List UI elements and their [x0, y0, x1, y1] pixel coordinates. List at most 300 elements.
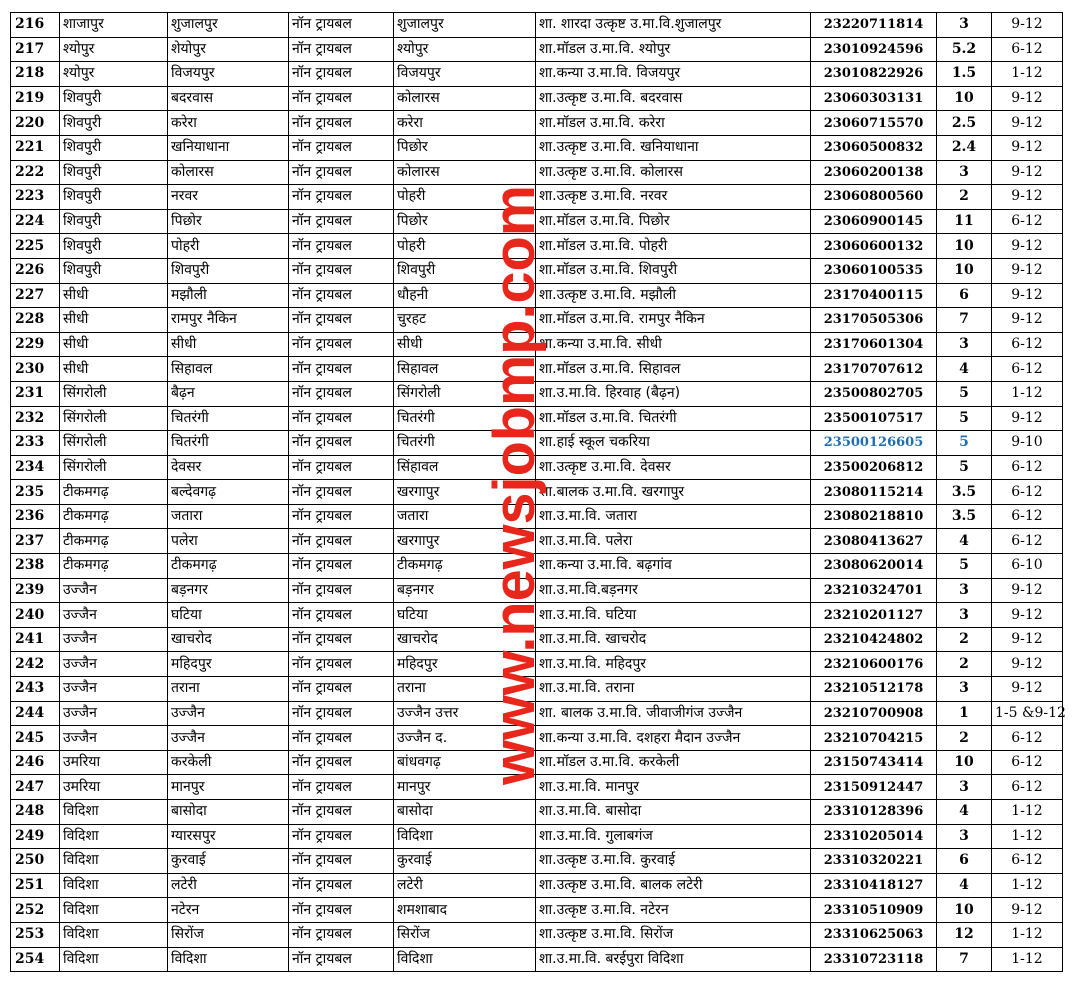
block-cell: खाचरोद [168, 627, 289, 652]
block-cell: उज्जैन [168, 726, 289, 751]
udise-code-cell: 23310205014 [811, 824, 937, 849]
table-row [11, 455, 1063, 480]
block-cell: चितरंगी [168, 431, 289, 456]
serial-number-cell: 240 [11, 603, 60, 628]
district-cell: उमरिया [60, 750, 168, 775]
block-cell: बासोदा [168, 800, 289, 825]
block-cell: मानपुर [168, 775, 289, 800]
udise-code-cell: 23060500832 [811, 135, 937, 160]
udise-code-cell: 23500802705 [811, 381, 937, 406]
count-cell: 3 [937, 332, 992, 357]
udise-code-cell: 23170400115 [811, 283, 937, 308]
serial-number-cell: 245 [11, 726, 60, 751]
district-cell: शिवपुरी [60, 185, 168, 210]
district-cell: उज्जैन [60, 603, 168, 628]
udise-code-cell: 23010924596 [811, 37, 937, 62]
udise-code-cell: 23060303131 [811, 86, 937, 111]
class-range-cell: 9-12 [992, 406, 1063, 431]
table-row [11, 726, 1063, 751]
school-name-cell: शा.कन्या उ.मा.वि. सीधी [536, 332, 811, 357]
serial-number-cell: 223 [11, 185, 60, 210]
serial-number-cell: 227 [11, 283, 60, 308]
udise-code-cell: 23210201127 [811, 603, 937, 628]
class-range-cell: 1-12 [992, 800, 1063, 825]
area-type-cell: नॉन ट्रायबल [289, 135, 394, 160]
assembly-cell: तराना [394, 677, 536, 702]
count-cell: 2.4 [937, 135, 992, 160]
udise-code-cell: 23210704215 [811, 726, 937, 751]
table-row [11, 873, 1063, 898]
assembly-cell: सीधी [394, 332, 536, 357]
block-cell: शिवपुरी [168, 258, 289, 283]
table-row [11, 135, 1063, 160]
district-cell: सिंगरोली [60, 381, 168, 406]
block-cell: खनियाधाना [168, 135, 289, 160]
school-name-cell: शा.उत्कृष्ट उ.मा.वि. देवसर [536, 455, 811, 480]
block-cell: ग्यारसपुर [168, 824, 289, 849]
district-cell: शिवपुरी [60, 209, 168, 234]
school-name-cell: शा.उत्कृष्ट उ.मा.वि. कुरवाई [536, 849, 811, 874]
count-cell: 10 [937, 86, 992, 111]
school-name-cell: शा.मॉडल उ.मा.वि. करेरा [536, 111, 811, 136]
area-type-cell: नॉन ट्रायबल [289, 308, 394, 333]
udise-code-cell: 23080413627 [811, 529, 937, 554]
class-range-cell: 9-12 [992, 111, 1063, 136]
district-cell: शिवपुरी [60, 258, 168, 283]
udise-code-cell: 23210424802 [811, 627, 937, 652]
table-row [11, 86, 1063, 111]
count-cell: 4 [937, 873, 992, 898]
block-cell: नरवर [168, 185, 289, 210]
table-row [11, 652, 1063, 677]
class-range-cell: 9-12 [992, 308, 1063, 333]
table-row [11, 554, 1063, 579]
block-cell: जतारा [168, 504, 289, 529]
count-cell: 5.2 [937, 37, 992, 62]
block-cell: बल्देवगढ़ [168, 480, 289, 505]
udise-code-cell: 23150912447 [811, 775, 937, 800]
area-type-cell: नॉन ट्रायबल [289, 775, 394, 800]
district-cell: श्योपुर [60, 37, 168, 62]
table-row [11, 111, 1063, 136]
block-cell: मझौली [168, 283, 289, 308]
class-range-cell: 6-12 [992, 480, 1063, 505]
count-cell: 3 [937, 578, 992, 603]
block-cell: बैढ़न [168, 381, 289, 406]
table-row [11, 800, 1063, 825]
district-cell: उज्जैन [60, 627, 168, 652]
udise-code-cell: 23010822926 [811, 62, 937, 87]
udise-code-cell: 23210324701 [811, 578, 937, 603]
district-cell: टीकमगढ़ [60, 529, 168, 554]
udise-code-cell: 23310510909 [811, 898, 937, 923]
block-cell: कोलारस [168, 160, 289, 185]
serial-number-cell: 237 [11, 529, 60, 554]
class-range-cell: 6-12 [992, 726, 1063, 751]
udise-code-cell: 23310418127 [811, 873, 937, 898]
table-row [11, 431, 1063, 456]
serial-number-cell: 238 [11, 554, 60, 579]
class-range-cell: 9-12 [992, 677, 1063, 702]
assembly-cell: बड़नगर [394, 578, 536, 603]
area-type-cell: नॉन ट्रायबल [289, 603, 394, 628]
table-row [11, 578, 1063, 603]
udise-code-cell: 23060200138 [811, 160, 937, 185]
district-cell: विदिशा [60, 849, 168, 874]
serial-number-cell: 225 [11, 234, 60, 259]
assembly-cell: चितरंगी [394, 431, 536, 456]
district-cell: टीकमगढ़ [60, 554, 168, 579]
serial-number-cell: 246 [11, 750, 60, 775]
school-name-cell: शा.मॉडल उ.मा.वि. करकेली [536, 750, 811, 775]
table-row [11, 504, 1063, 529]
area-type-cell: नॉन ट्रायबल [289, 431, 394, 456]
school-name-cell: शा.उ.मा.वि. हिरवाह (बैढ़न) [536, 381, 811, 406]
block-cell: बदरवास [168, 86, 289, 111]
area-type-cell: नॉन ट्रायबल [289, 283, 394, 308]
school-name-cell: शा.उत्कृष्ट उ.मा.वि. बदरवास [536, 86, 811, 111]
udise-code-cell: 23500206812 [811, 455, 937, 480]
serial-number-cell: 219 [11, 86, 60, 111]
assembly-cell: सिंगरोली [394, 381, 536, 406]
table-row [11, 13, 1063, 38]
area-type-cell: नॉन ट्रायबल [289, 652, 394, 677]
table-row [11, 947, 1063, 972]
assembly-cell: उज्जैन द. [394, 726, 536, 751]
area-type-cell: नॉन ट्रायबल [289, 381, 394, 406]
class-range-cell: 6-12 [992, 455, 1063, 480]
udise-code-cell: 23500107517 [811, 406, 937, 431]
area-type-cell: नॉन ट्रायबल [289, 209, 394, 234]
assembly-cell: चितरंगी [394, 406, 536, 431]
block-cell: विजयपुर [168, 62, 289, 87]
school-name-cell: शा.कन्या उ.मा.वि. दशहरा मैदान उज्जैन [536, 726, 811, 751]
count-cell: 5 [937, 406, 992, 431]
class-range-cell: 6-12 [992, 775, 1063, 800]
count-cell: 2 [937, 185, 992, 210]
table-row [11, 898, 1063, 923]
area-type-cell: नॉन ट्रायबल [289, 480, 394, 505]
school-name-cell: शा.उ.मा.वि. घटिया [536, 603, 811, 628]
area-type-cell: नॉन ट्रायबल [289, 627, 394, 652]
area-type-cell: नॉन ट्रायबल [289, 234, 394, 259]
block-cell: सीधी [168, 332, 289, 357]
school-name-cell: शा.उ.मा.वि. महिदपुर [536, 652, 811, 677]
udise-code-cell: 23310723118 [811, 947, 937, 972]
district-cell: उज्जैन [60, 677, 168, 702]
district-cell: टीकमगढ़ [60, 504, 168, 529]
area-type-cell: नॉन ट्रायबल [289, 701, 394, 726]
table-row [11, 37, 1063, 62]
school-name-cell: शा.मॉडल उ.मा.वि. पिछोर [536, 209, 811, 234]
count-cell: 5 [937, 431, 992, 456]
district-cell: सीधी [60, 332, 168, 357]
serial-number-cell: 247 [11, 775, 60, 800]
class-range-cell: 9-12 [992, 234, 1063, 259]
count-cell: 3 [937, 824, 992, 849]
serial-number-cell: 242 [11, 652, 60, 677]
school-name-cell: शा. बालक उ.मा.वि. जीवाजीगंज उज्जैन [536, 701, 811, 726]
assembly-cell: श्योपुर [394, 37, 536, 62]
block-cell: करकेली [168, 750, 289, 775]
school-name-cell: शा.उत्कृष्ट उ.मा.वि. खनियाधाना [536, 135, 811, 160]
class-range-cell: 9-12 [992, 283, 1063, 308]
count-cell: 1.5 [937, 62, 992, 87]
area-type-cell: नॉन ट्रायबल [289, 37, 394, 62]
assembly-cell: चुरहट [394, 308, 536, 333]
class-range-cell: 9-12 [992, 160, 1063, 185]
district-cell: विदिशा [60, 800, 168, 825]
class-range-cell: 1-12 [992, 873, 1063, 898]
area-type-cell: नॉन ट्रायबल [289, 824, 394, 849]
serial-number-cell: 221 [11, 135, 60, 160]
table-row [11, 775, 1063, 800]
district-cell: विदिशा [60, 922, 168, 947]
area-type-cell: नॉन ट्रायबल [289, 554, 394, 579]
serial-number-cell: 226 [11, 258, 60, 283]
serial-number-cell: 229 [11, 332, 60, 357]
udise-code-cell: 23060800560 [811, 185, 937, 210]
class-range-cell: 6-12 [992, 332, 1063, 357]
count-cell: 6 [937, 849, 992, 874]
serial-number-cell: 231 [11, 381, 60, 406]
assembly-cell: पोहरी [394, 234, 536, 259]
assembly-cell: धौहनी [394, 283, 536, 308]
count-cell: 3.5 [937, 480, 992, 505]
assembly-cell: टीकमगढ़ [394, 554, 536, 579]
count-cell: 3 [937, 775, 992, 800]
assembly-cell: खरगापुर [394, 480, 536, 505]
table-row [11, 750, 1063, 775]
udise-code-cell: 23210600176 [811, 652, 937, 677]
class-range-cell: 6-12 [992, 750, 1063, 775]
table-row [11, 701, 1063, 726]
assembly-cell: विजयपुर [394, 62, 536, 87]
school-name-cell: शा.मॉडल उ.मा.वि. शिवपुरी [536, 258, 811, 283]
class-range-cell: 6-12 [992, 529, 1063, 554]
udise-code-cell: 23220711814 [811, 13, 937, 38]
table-row [11, 529, 1063, 554]
school-name-cell: शा.उत्कृष्ट उ.मा.वि. नटेरन [536, 898, 811, 923]
class-range-cell: 9-12 [992, 258, 1063, 283]
table-row [11, 308, 1063, 333]
table-row [11, 332, 1063, 357]
serial-number-cell: 230 [11, 357, 60, 382]
district-cell: शिवपुरी [60, 111, 168, 136]
area-type-cell: नॉन ट्रायबल [289, 677, 394, 702]
count-cell: 4 [937, 800, 992, 825]
count-cell: 3 [937, 160, 992, 185]
serial-number-cell: 222 [11, 160, 60, 185]
school-name-cell: शा.कन्या उ.मा.वि. बढ़गांव [536, 554, 811, 579]
count-cell: 6 [937, 283, 992, 308]
area-type-cell: नॉन ट्रायबल [289, 849, 394, 874]
assembly-cell: शिवपुरी [394, 258, 536, 283]
count-cell: 2 [937, 726, 992, 751]
area-type-cell: नॉन ट्रायबल [289, 357, 394, 382]
watermark-text: www.newsjobmp.com [482, 181, 547, 785]
table-row [11, 258, 1063, 283]
count-cell: 5 [937, 455, 992, 480]
table-row [11, 677, 1063, 702]
area-type-cell: नॉन ट्रायबल [289, 800, 394, 825]
count-cell: 3 [937, 13, 992, 38]
school-list-table [10, 12, 1066, 972]
class-range-cell: 6-12 [992, 209, 1063, 234]
count-cell: 10 [937, 234, 992, 259]
area-type-cell: नॉन ट्रायबल [289, 726, 394, 751]
udise-code-cell: 23210512178 [811, 677, 937, 702]
area-type-cell: नॉन ट्रायबल [289, 185, 394, 210]
class-range-cell: 9-12 [992, 578, 1063, 603]
table-row [11, 234, 1063, 259]
district-cell: शिवपुरी [60, 86, 168, 111]
serial-number-cell: 249 [11, 824, 60, 849]
assembly-cell: महिदपुर [394, 652, 536, 677]
table-row [11, 209, 1063, 234]
count-cell: 2 [937, 627, 992, 652]
table-row [11, 185, 1063, 210]
udise-code-cell: 23060715570 [811, 111, 937, 136]
table-row [11, 824, 1063, 849]
block-cell: कुरवाई [168, 849, 289, 874]
assembly-cell: पिछोर [394, 209, 536, 234]
serial-number-cell: 224 [11, 209, 60, 234]
block-cell: तराना [168, 677, 289, 702]
class-range-cell: 9-12 [992, 898, 1063, 923]
district-cell: उज्जैन [60, 726, 168, 751]
serial-number-cell: 216 [11, 13, 60, 38]
count-cell: 3 [937, 677, 992, 702]
block-cell: महिदपुर [168, 652, 289, 677]
class-range-cell: 1-12 [992, 381, 1063, 406]
serial-number-cell: 217 [11, 37, 60, 62]
table-row [11, 603, 1063, 628]
count-cell: 2.5 [937, 111, 992, 136]
area-type-cell: नॉन ट्रायबल [289, 898, 394, 923]
block-cell: टीकमगढ़ [168, 554, 289, 579]
count-cell: 2 [937, 652, 992, 677]
school-name-cell: शा.उत्कृष्ट उ.मा.वि. मझौली [536, 283, 811, 308]
table-row [11, 627, 1063, 652]
count-cell: 11 [937, 209, 992, 234]
count-cell: 3.5 [937, 504, 992, 529]
serial-number-cell: 228 [11, 308, 60, 333]
district-cell: उज्जैन [60, 652, 168, 677]
area-type-cell: नॉन ट्रायबल [289, 111, 394, 136]
area-type-cell: नॉन ट्रायबल [289, 406, 394, 431]
school-name-cell: शा.उ.मा.वि. मानपुर [536, 775, 811, 800]
block-cell: नटेरन [168, 898, 289, 923]
district-cell: विदिशा [60, 873, 168, 898]
udise-code-cell: 23170601304 [811, 332, 937, 357]
district-cell: उज्जैन [60, 578, 168, 603]
assembly-cell: उज्जैन उत्तर [394, 701, 536, 726]
table-row [11, 922, 1063, 947]
assembly-cell: सिहावल [394, 357, 536, 382]
serial-number-cell: 239 [11, 578, 60, 603]
block-cell: सिहावल [168, 357, 289, 382]
class-range-cell: 9-12 [992, 135, 1063, 160]
serial-number-cell: 244 [11, 701, 60, 726]
serial-number-cell: 251 [11, 873, 60, 898]
assembly-cell: घटिया [394, 603, 536, 628]
district-cell: विदिशा [60, 824, 168, 849]
area-type-cell: नॉन ट्रायबल [289, 922, 394, 947]
udise-code-cell: 23080115214 [811, 480, 937, 505]
class-range-cell: 9-12 [992, 627, 1063, 652]
class-range-cell: 1-12 [992, 824, 1063, 849]
area-type-cell: नॉन ट्रायबल [289, 13, 394, 38]
district-cell: उज्जैन [60, 701, 168, 726]
block-cell: विदिशा [168, 947, 289, 972]
block-cell: पिछोर [168, 209, 289, 234]
udise-code-cell: 23210700908 [811, 701, 937, 726]
assembly-cell: कोलारस [394, 86, 536, 111]
serial-number-cell: 233 [11, 431, 60, 456]
serial-number-cell: 248 [11, 800, 60, 825]
table-row [11, 381, 1063, 406]
table-body [11, 13, 1066, 972]
assembly-cell: बासोदा [394, 800, 536, 825]
assembly-cell: खरगापुर [394, 529, 536, 554]
school-name-cell: शा.मॉडल उ.मा.वि. चितरंगी [536, 406, 811, 431]
assembly-cell: पिछोर [394, 135, 536, 160]
block-cell: रामपुर नैकिन [168, 308, 289, 333]
udise-code-cell: 23170707612 [811, 357, 937, 382]
serial-number-cell: 232 [11, 406, 60, 431]
table-row [11, 62, 1063, 87]
district-cell: टीकमगढ़ [60, 480, 168, 505]
area-type-cell: नॉन ट्रायबल [289, 750, 394, 775]
table-row [11, 849, 1063, 874]
serial-number-cell: 253 [11, 922, 60, 947]
udise-code-cell: 23170505306 [811, 308, 937, 333]
class-range-cell: 9-12 [992, 652, 1063, 677]
assembly-cell: कुरवाई [394, 849, 536, 874]
udise-code-cell: 23310128396 [811, 800, 937, 825]
school-name-cell: शा. शारदा उत्कृष्ट उ.मा.वि.शुजालपुर [536, 13, 811, 38]
district-cell: श्योपुर [60, 62, 168, 87]
area-type-cell: नॉन ट्रायबल [289, 258, 394, 283]
class-range-cell: 6-12 [992, 849, 1063, 874]
district-cell: विदिशा [60, 947, 168, 972]
school-name-cell: शा.उ.मा.वि. बासोदा [536, 800, 811, 825]
district-cell: सिंगरोली [60, 455, 168, 480]
document-page [10, 12, 1066, 972]
school-name-cell: शा.मॉडल उ.मा.वि. सिहावल [536, 357, 811, 382]
district-cell: शिवपुरी [60, 160, 168, 185]
school-name-cell: शा.उ.मा.वि. बरईपुरा विदिशा [536, 947, 811, 972]
serial-number-cell: 250 [11, 849, 60, 874]
school-name-cell: शा.उत्कृष्ट उ.मा.वि. सिरोंज [536, 922, 811, 947]
class-range-cell: 1-5 &9-12 [992, 701, 1063, 726]
assembly-cell: सिंहावल [394, 455, 536, 480]
count-cell: 1 [937, 701, 992, 726]
school-name-cell: शा.उ.मा.वि. पलेरा [536, 529, 811, 554]
block-cell: बड़नगर [168, 578, 289, 603]
assembly-cell: शुजालपुर [394, 13, 536, 38]
school-name-cell: शा.मॉडल उ.मा.वि. पोहरी [536, 234, 811, 259]
table-row [11, 357, 1063, 382]
class-range-cell: 1-12 [992, 947, 1063, 972]
school-name-cell: शा.उ.मा.वि. जतारा [536, 504, 811, 529]
block-cell: लटेरी [168, 873, 289, 898]
school-name-cell: शा.उत्कृष्ट उ.मा.वि. बालक लटेरी [536, 873, 811, 898]
serial-number-cell: 254 [11, 947, 60, 972]
table-row [11, 160, 1063, 185]
district-cell: सिंगरोली [60, 406, 168, 431]
